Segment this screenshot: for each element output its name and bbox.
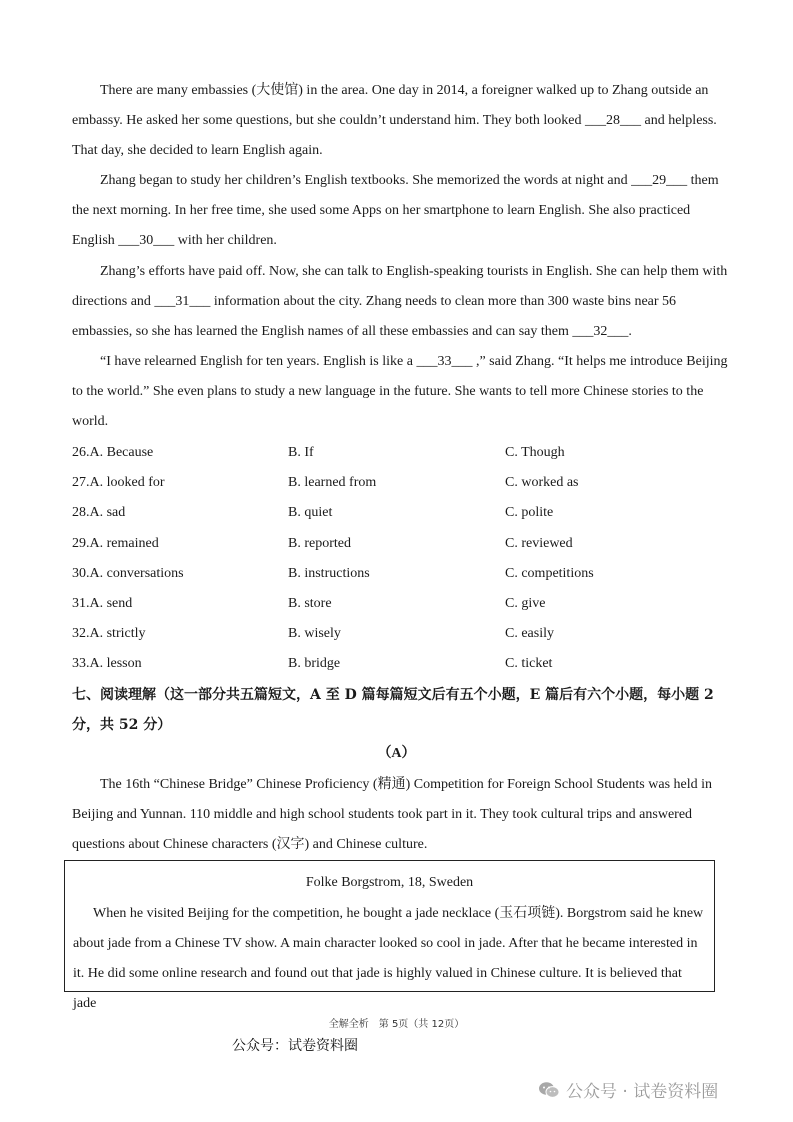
option-a: 33.A. lesson: [72, 656, 142, 672]
option-a: 30.A. conversations: [72, 565, 184, 581]
option-c: C. polite: [505, 505, 554, 521]
account-label: 公众号：试卷资料圈: [232, 1038, 358, 1054]
option-row: [72, 559, 732, 589]
passage-label: （A）: [377, 746, 416, 761]
paragraph-4: “I have relearned English for ten years. English is like a ___33___ ,” said Zhang. “It helps me introduce Beijing to the world.” She even plans to study a new language in the future. She wants to tell more Chinese stories to the world.: [72, 354, 728, 429]
option-c: C. ticket: [505, 656, 553, 672]
option-b: B. store: [288, 596, 332, 612]
paragraph-2: Zhang began to study her children’s English textbooks. She memorized the words at night and ___29___ them the next morning. In her free time, she used some Apps on her smartphone to learn English. She also practiced English ___30___ with her children.: [72, 173, 719, 248]
option-a: 29.A. remained: [72, 535, 159, 551]
option-c: C. competitions: [505, 565, 594, 581]
option-a: 27.A. looked for: [72, 475, 165, 491]
option-a: 31.A. send: [72, 596, 133, 612]
option-row: [72, 649, 732, 679]
profile-title: Folke Borgstrom, 18, Sweden: [305, 875, 474, 890]
passage-a-intro: The 16th “Chinese Bridge” Chinese Proficiency (精通) Competition for Foreign School Students was held in Beijing and Yunnan. 110 middle and high school students took part in it. They took cultural trips and answered questions about Chinese characters (汉字) and Chinese culture.: [72, 777, 713, 852]
page-footer: 全解全析 第 5页（共 12页）: [328, 1019, 465, 1030]
option-row: [72, 468, 732, 498]
option-b: B. learned from: [288, 475, 377, 491]
wechat-icon: [538, 1081, 560, 1099]
option-b: B. reported: [288, 535, 351, 551]
watermark: [538, 1077, 718, 1102]
paragraph-1: There are many embassies (大使馆) in the area. One day in 2014, a foreigner walked up to Zhang outside an embassy. He asked her some questions, but she couldn’t understand him. They both looked ___28___ and helpless. That day, she decided to learn English again.: [72, 83, 717, 158]
option-c: C. Though: [505, 445, 565, 461]
option-c: C. worked as: [505, 475, 579, 491]
option-row: [72, 438, 732, 468]
section-heading: 七、阅读理解（这一部分共五篇短文，A 至 D 篇每篇短文后有五个小题，E 篇后有六个小题，每小题 2 分，共 52 分）: [72, 687, 714, 733]
option-a: 32.A. strictly: [72, 626, 146, 642]
option-row: [72, 619, 732, 649]
paragraph-3: Zhang’s efforts have paid off. Now, she can talk to English-speaking tourists in English. She can help them with directions and ___31___ information about the city. Zhang needs to clean more than 300 waste bins near 56 embassies, so she has learned the English names of all these embassies and can say them ___32___.: [72, 264, 728, 339]
option-c: C. give: [505, 596, 546, 612]
option-c: C. reviewed: [505, 535, 573, 551]
option-row: [72, 529, 732, 559]
option-a: 28.A. sad: [72, 505, 126, 521]
watermark-text: 公众号 · 试卷资料圈: [566, 1082, 719, 1102]
option-b: B. If: [288, 445, 314, 461]
option-row: [72, 589, 732, 619]
option-row: [72, 498, 732, 528]
option-b: B. wisely: [288, 626, 341, 642]
option-b: B. bridge: [288, 656, 341, 672]
option-b: B. quiet: [288, 505, 333, 521]
options-list: [72, 438, 732, 680]
option-c: C. easily: [505, 626, 554, 642]
option-a: 26.A. Because: [72, 445, 154, 461]
profile-box: [64, 860, 715, 1011]
option-b: B. instructions: [288, 565, 370, 581]
profile-body: When he visited Beijing for the competition, he bought a jade necklace (玉石项链). Borgstrom said he knew about jade from a Chinese TV show. A main character looked so cool in jade. After that he became interested in it. He did some online research and found out that jade is highly valued in Chinese culture. It is believed that jade: [73, 906, 704, 1011]
